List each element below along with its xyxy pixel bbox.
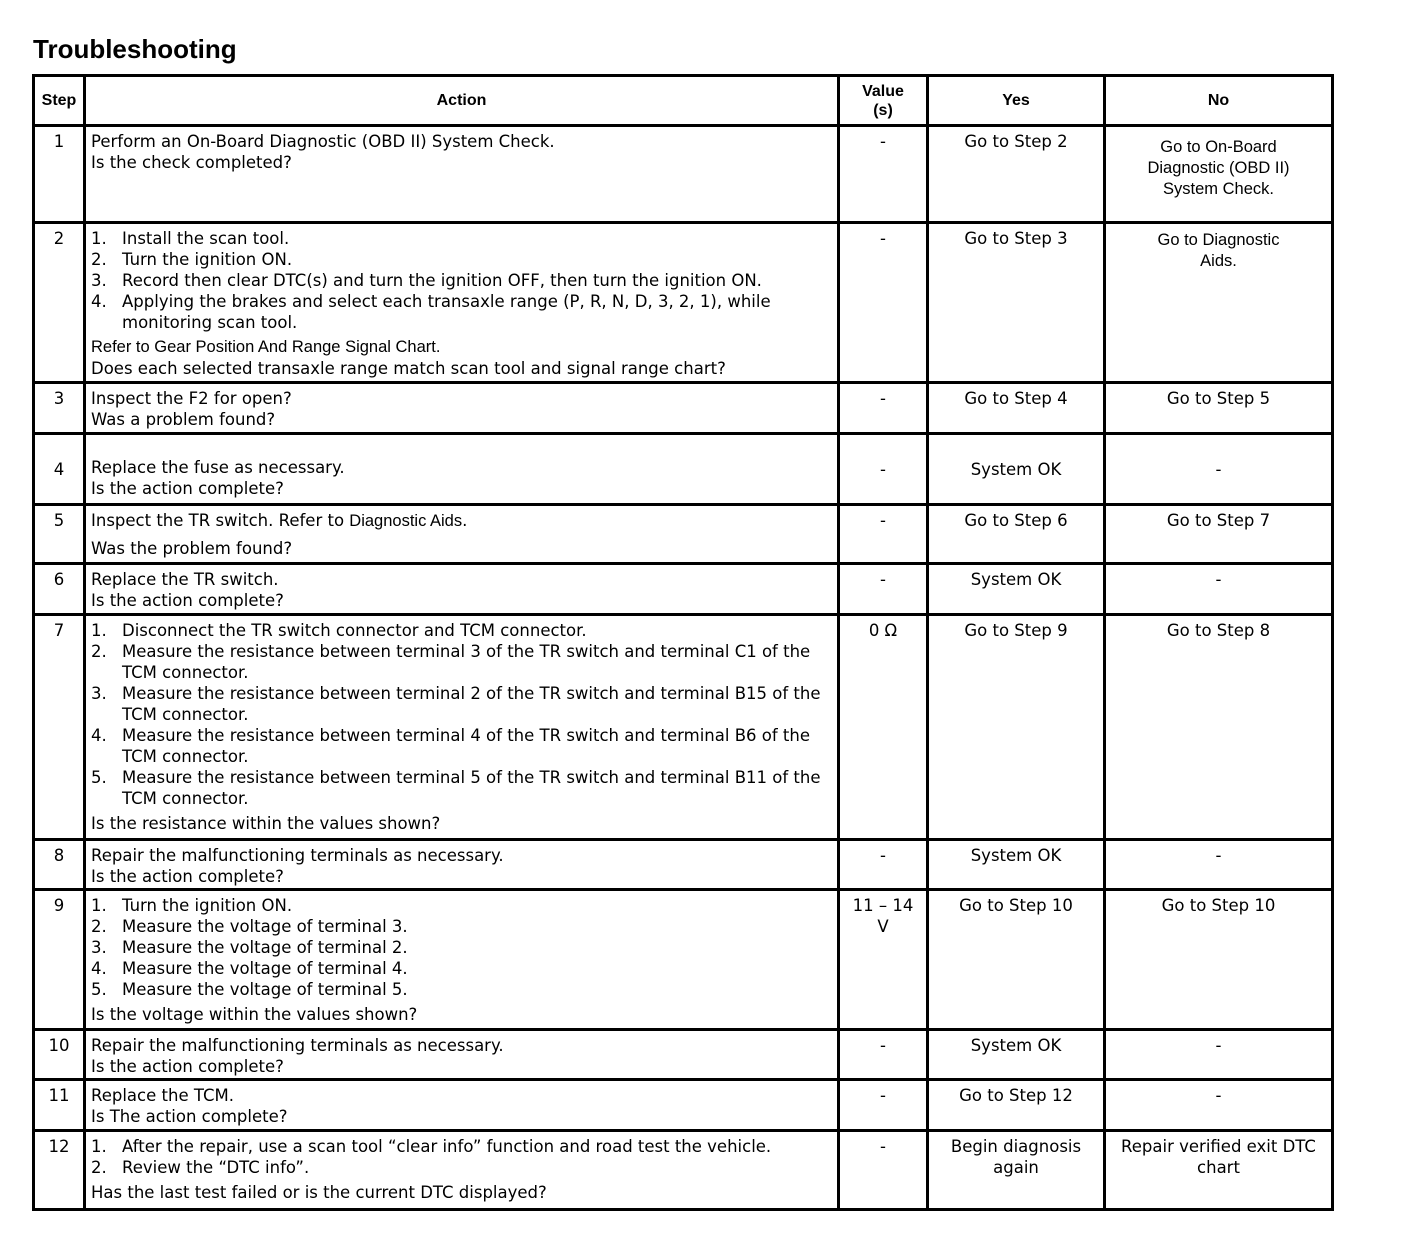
yes-cell: Go to Step 4 xyxy=(928,383,1105,434)
step-number: 5 xyxy=(34,505,85,564)
no-cell: - xyxy=(1105,1080,1333,1131)
value-cell: - xyxy=(839,564,928,615)
action-step: 3. Measure the resistance between terminal 2 of the TR switch and terminal B15 of the TCM connector. xyxy=(91,684,821,724)
value-cell: - xyxy=(839,840,928,890)
action-line: Is the action complete? xyxy=(91,591,284,610)
action-step: 1. Install the scan tool. xyxy=(91,229,290,248)
value-cell: 0 Ω xyxy=(839,615,928,840)
step-number: 4 xyxy=(34,434,85,505)
no-cell: Repair verified exit DTC chart xyxy=(1105,1131,1333,1210)
action-line: Is the resistance within the values shown? xyxy=(91,814,441,833)
header-step: Step xyxy=(34,76,85,126)
table-row xyxy=(34,1131,1333,1210)
action-step: 4. Applying the brakes and select each transaxle range (P, R, N, D, 3, 2, 1), while monitoring scan tool. xyxy=(91,292,771,332)
action-line: Was a problem found? xyxy=(91,410,276,429)
no-cell: Go to Diagnostic Aids. xyxy=(1105,223,1333,383)
action-line: Inspect the TR switch. Refer to Diagnostic Aids. xyxy=(91,511,468,530)
table-row xyxy=(34,564,1333,615)
action-cell xyxy=(85,126,839,223)
table-row xyxy=(34,383,1333,434)
page-title: Troubleshooting xyxy=(33,34,237,64)
no-cell: Go to Step 10 xyxy=(1105,890,1333,1030)
yes-cell: System OK xyxy=(928,1030,1105,1080)
action-step: 1. Turn the ignition ON. xyxy=(91,896,293,915)
action-cell xyxy=(85,223,839,383)
value-cell: - xyxy=(839,434,928,505)
yes-cell: Go to Step 3 xyxy=(928,223,1105,383)
action-line: Is the action complete? xyxy=(91,1057,284,1076)
action-line: Inspect the F2 for open? xyxy=(91,389,292,408)
action-step: 1. Disconnect the TR switch connector and TCM connector. xyxy=(91,621,587,640)
action-steps xyxy=(91,620,832,809)
step-number: 1 xyxy=(34,126,85,223)
action-step: 5. Measure the voltage of terminal 5. xyxy=(91,980,408,999)
action-step: 2. Turn the ignition ON. xyxy=(91,250,293,269)
header-yes: Yes xyxy=(928,76,1105,126)
action-step: 5. Measure the resistance between terminal 5 of the TR switch and terminal B11 of the TCM connector. xyxy=(91,768,821,808)
action-steps xyxy=(91,1136,832,1178)
action-cell xyxy=(85,1030,839,1080)
value-cell: - xyxy=(839,223,928,383)
action-line: Refer to Gear Position And Range Signal Chart. xyxy=(91,338,441,356)
action-step: 2. Review the “DTC info”. xyxy=(91,1158,310,1177)
yes-cell: Begin diagnosis again xyxy=(928,1131,1105,1210)
action-line: Is the voltage within the values shown? xyxy=(91,1005,418,1024)
value-cell: - xyxy=(839,1030,928,1080)
step-number: 12 xyxy=(34,1131,85,1210)
no-cell: - xyxy=(1105,840,1333,890)
action-step: 4. Measure the resistance between terminal 4 of the TR switch and terminal B6 of the TCM connector. xyxy=(91,726,810,766)
step-number: 6 xyxy=(34,564,85,615)
action-line: Does each selected transaxle range match scan tool and signal range chart? xyxy=(91,359,726,378)
value-cell: 11 – 14 V xyxy=(839,890,928,1030)
table-row xyxy=(34,223,1333,383)
action-line: Replace the fuse as necessary. xyxy=(91,458,345,477)
header-value xyxy=(839,76,928,126)
action-line: Is the action complete? xyxy=(91,479,284,498)
action-line: Perform an On-Board Diagnostic (OBD II) System Check. xyxy=(91,132,555,151)
no-cell: - xyxy=(1105,564,1333,615)
value-cell: - xyxy=(839,383,928,434)
action-line: Is The action complete? xyxy=(91,1107,288,1126)
action-cell xyxy=(85,890,839,1030)
action-cell xyxy=(85,1080,839,1131)
table-row xyxy=(34,890,1333,1030)
table-row xyxy=(34,615,1333,840)
action-line: Repair the malfunctioning terminals as necessary. xyxy=(91,846,504,865)
action-cell xyxy=(85,505,839,564)
no-cell: Go to On-Board Diagnostic (OBD II) System Check. xyxy=(1105,126,1333,223)
step-number: 2 xyxy=(34,223,85,383)
yes-cell: Go to Step 12 xyxy=(928,1080,1105,1131)
header-value-line2: (s) xyxy=(873,101,893,119)
yes-cell: Go to Step 9 xyxy=(928,615,1105,840)
action-cell xyxy=(85,564,839,615)
action-cell xyxy=(85,840,839,890)
value-cell: - xyxy=(839,505,928,564)
table-row xyxy=(34,1080,1333,1131)
action-step: 2. Measure the resistance between terminal 3 of the TR switch and terminal C1 of the TCM connector. xyxy=(91,642,811,682)
yes-cell: System OK xyxy=(928,840,1105,890)
header-no: No xyxy=(1105,76,1333,126)
yes-cell: Go to Step 6 xyxy=(928,505,1105,564)
action-step: 3. Measure the voltage of terminal 2. xyxy=(91,938,408,957)
no-cell: Go to Step 8 xyxy=(1105,615,1333,840)
action-step: 3. Record then clear DTC(s) and turn the ignition OFF, then turn the ignition ON. xyxy=(91,271,762,290)
no-cell: Go to Step 5 xyxy=(1105,383,1333,434)
step-number: 9 xyxy=(34,890,85,1030)
value-cell: - xyxy=(839,1080,928,1131)
table-row xyxy=(34,840,1333,890)
action-cell xyxy=(85,1131,839,1210)
action-step: 1. After the repair, use a scan tool “clear info” function and road test the vehicle. xyxy=(91,1137,772,1156)
action-line: Replace the TCM. xyxy=(91,1086,234,1105)
table-row xyxy=(34,505,1333,564)
action-steps xyxy=(91,228,832,333)
action-line: Has the last test failed or is the current DTC displayed? xyxy=(91,1183,547,1202)
action-cell xyxy=(85,434,839,505)
yes-cell: Go to Step 10 xyxy=(928,890,1105,1030)
no-cell: - xyxy=(1105,434,1333,505)
yes-cell: Go to Step 2 xyxy=(928,126,1105,223)
action-cell xyxy=(85,615,839,840)
action-line: Is the action complete? xyxy=(91,867,284,886)
table-row xyxy=(34,1030,1333,1080)
table-row xyxy=(34,126,1333,223)
action-line: Replace the TR switch. xyxy=(91,570,279,589)
step-number: 11 xyxy=(34,1080,85,1131)
yes-cell: System OK xyxy=(928,564,1105,615)
value-cell: - xyxy=(839,126,928,223)
action-step: 2. Measure the voltage of terminal 3. xyxy=(91,917,408,936)
header-action: Action xyxy=(85,76,839,126)
action-cell xyxy=(85,383,839,434)
action-steps xyxy=(91,895,832,1000)
no-cell: Go to Step 7 xyxy=(1105,505,1333,564)
action-line: Is the check completed? xyxy=(91,153,292,172)
action-line: Was the problem found? xyxy=(91,539,293,558)
step-number: 7 xyxy=(34,615,85,840)
step-number: 3 xyxy=(34,383,85,434)
step-number: 10 xyxy=(34,1030,85,1080)
header-row xyxy=(34,76,1333,126)
action-step: 4. Measure the voltage of terminal 4. xyxy=(91,959,408,978)
no-cell: - xyxy=(1105,1030,1333,1080)
step-number: 8 xyxy=(34,840,85,890)
value-cell: - xyxy=(839,1131,928,1210)
troubleshooting-table xyxy=(32,74,1334,1211)
header-value-line1: Value xyxy=(862,82,904,100)
yes-cell: System OK xyxy=(928,434,1105,505)
table-row xyxy=(34,434,1333,505)
action-line: Repair the malfunctioning terminals as necessary. xyxy=(91,1036,504,1055)
